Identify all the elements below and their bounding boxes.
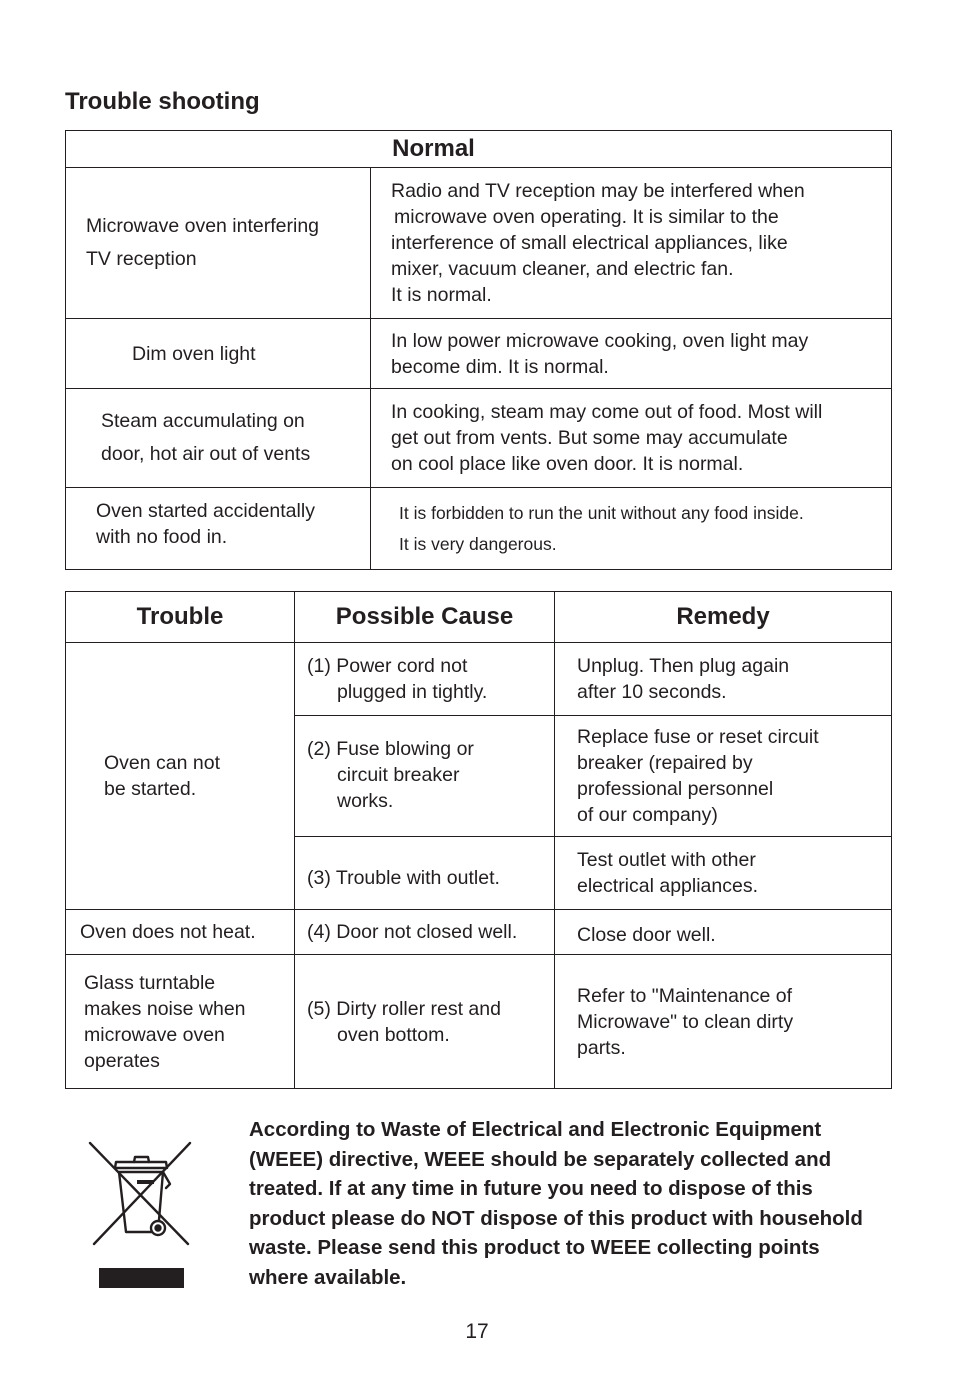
description-line: It is very dangerous. [399,533,557,554]
weee-line: product please do NOT dispose of this product with household [249,1206,863,1230]
remedy-cell [555,910,892,955]
remedy-line: of our company) [577,804,718,826]
table-row [66,168,892,319]
normal-issue-cell [66,488,371,570]
normal-issue-cell [66,319,371,389]
cause-line: oven bottom. [337,1023,450,1046]
remedy-line: breaker (repaired by [577,752,753,774]
issue-line: with no food in. [96,526,228,548]
weee-line: treated. If at any time in future you need to dispose of this [249,1177,813,1201]
table-row [66,955,892,1089]
issue-line: Dim oven light [132,342,256,365]
remedy-line: Refer to "Maintenance of [577,984,793,1007]
remedy-cell [555,955,892,1089]
remedy-line: electrical appliances. [577,875,759,897]
remedy-line: after 10 seconds. [577,681,727,703]
trouble-line: makes noise when [84,997,246,1020]
normal-table [65,130,892,570]
table-row [66,319,892,389]
cause-line: (4) Door not closed well. [307,921,518,943]
weee-line: where available. [249,1265,407,1289]
remedy-cell [555,837,892,910]
cause-header: Possible Cause [295,592,555,643]
description-line: get out from vents. But some may accumulate [391,427,788,449]
trouble-line: Oven can not [104,752,220,774]
trouble-line: be started. [104,778,197,800]
page-number: 17 [465,1320,489,1343]
remedy-line: Microwave" to clean dirty [577,1010,794,1033]
normal-description-cell [371,319,892,389]
cause-cell [295,643,555,716]
description-line: Radio and TV reception may be interfered when [391,180,805,202]
trouble-cell [66,910,295,955]
remedy-cell [555,643,892,716]
normal-description-cell [371,389,892,488]
cause-line: plugged in tightly. [337,681,488,703]
cause-cell [295,955,555,1089]
weee-line: According to Waste of Electrical and Electronic Equipment [249,1118,822,1141]
trouble-cell [66,643,295,910]
cause-cell [295,716,555,837]
trouble-table [65,591,892,1089]
cause-line: works. [337,790,394,812]
table-row [66,488,892,570]
remedy-line: professional personnel [577,778,774,800]
description-line: In cooking, steam may come out of food. Most will [391,401,823,423]
trouble-line: operates [84,1049,160,1072]
table-row [66,910,892,955]
issue-line: Oven started accidentally [96,500,315,522]
normal-issue-cell [66,168,371,319]
issue-line: Steam accumulating on [101,410,305,432]
cause-line: (3) Trouble with outlet. [307,867,500,889]
remedy-line: Test outlet with other [577,849,756,871]
remedy-header: Remedy [555,592,892,643]
issue-line: Microwave oven interfering [86,215,320,237]
page-title: Trouble shooting [65,88,260,115]
remedy-line: Close door well. [577,924,716,946]
cause-line: (5) Dirty roller rest and [307,997,501,1020]
description-line: microwave oven operating. It is similar to the [394,206,779,228]
remedy-line: Unplug. Then plug again [577,655,790,677]
description-line: on cool place like oven door. It is normal. [391,453,744,475]
normal-description-cell [371,488,892,570]
trouble-header: Trouble [66,592,295,643]
description-line: In low power microwave cooking, oven light may [391,329,809,352]
cause-line: (2) Fuse blowing or [307,738,474,760]
cause-cell [295,837,555,910]
weee-line: (WEEE) directive, WEEE should be separately collected and [249,1147,832,1171]
description-line: interference of small electrical appliances, like [391,232,788,254]
cause-cell [295,910,555,955]
cause-line: (1) Power cord not [307,655,468,677]
description-line: mixer, vacuum cleaner, and electric fan. [391,258,734,280]
normal-issue-cell [66,389,371,488]
description-line: It is normal. [391,284,492,306]
trouble-line: Glass turntable [84,971,216,994]
remedy-line: Replace fuse or reset circuit [577,726,819,748]
issue-line: TV reception [86,248,197,270]
trouble-line: Oven does not heat. [80,921,256,943]
weee-notice [249,1115,939,1293]
remedy-line: parts. [577,1036,626,1059]
remedy-cell [555,716,892,837]
table-row [66,389,892,488]
cause-line: circuit breaker [337,764,460,786]
trouble-line: microwave oven [84,1023,225,1046]
normal-header: Normal [66,131,892,168]
description-line: It is forbidden to run the unit without any food inside. [399,502,804,523]
normal-description-cell [371,168,892,319]
table-row [66,643,892,716]
crossed-out-wheelie-bin-icon [86,1140,196,1292]
weee-line: waste. Please send this product to WEEE collecting points [249,1236,820,1260]
issue-line: door, hot air out of vents [101,443,311,465]
description-line: become dim. It is normal. [391,355,609,378]
trouble-cell [66,955,295,1089]
